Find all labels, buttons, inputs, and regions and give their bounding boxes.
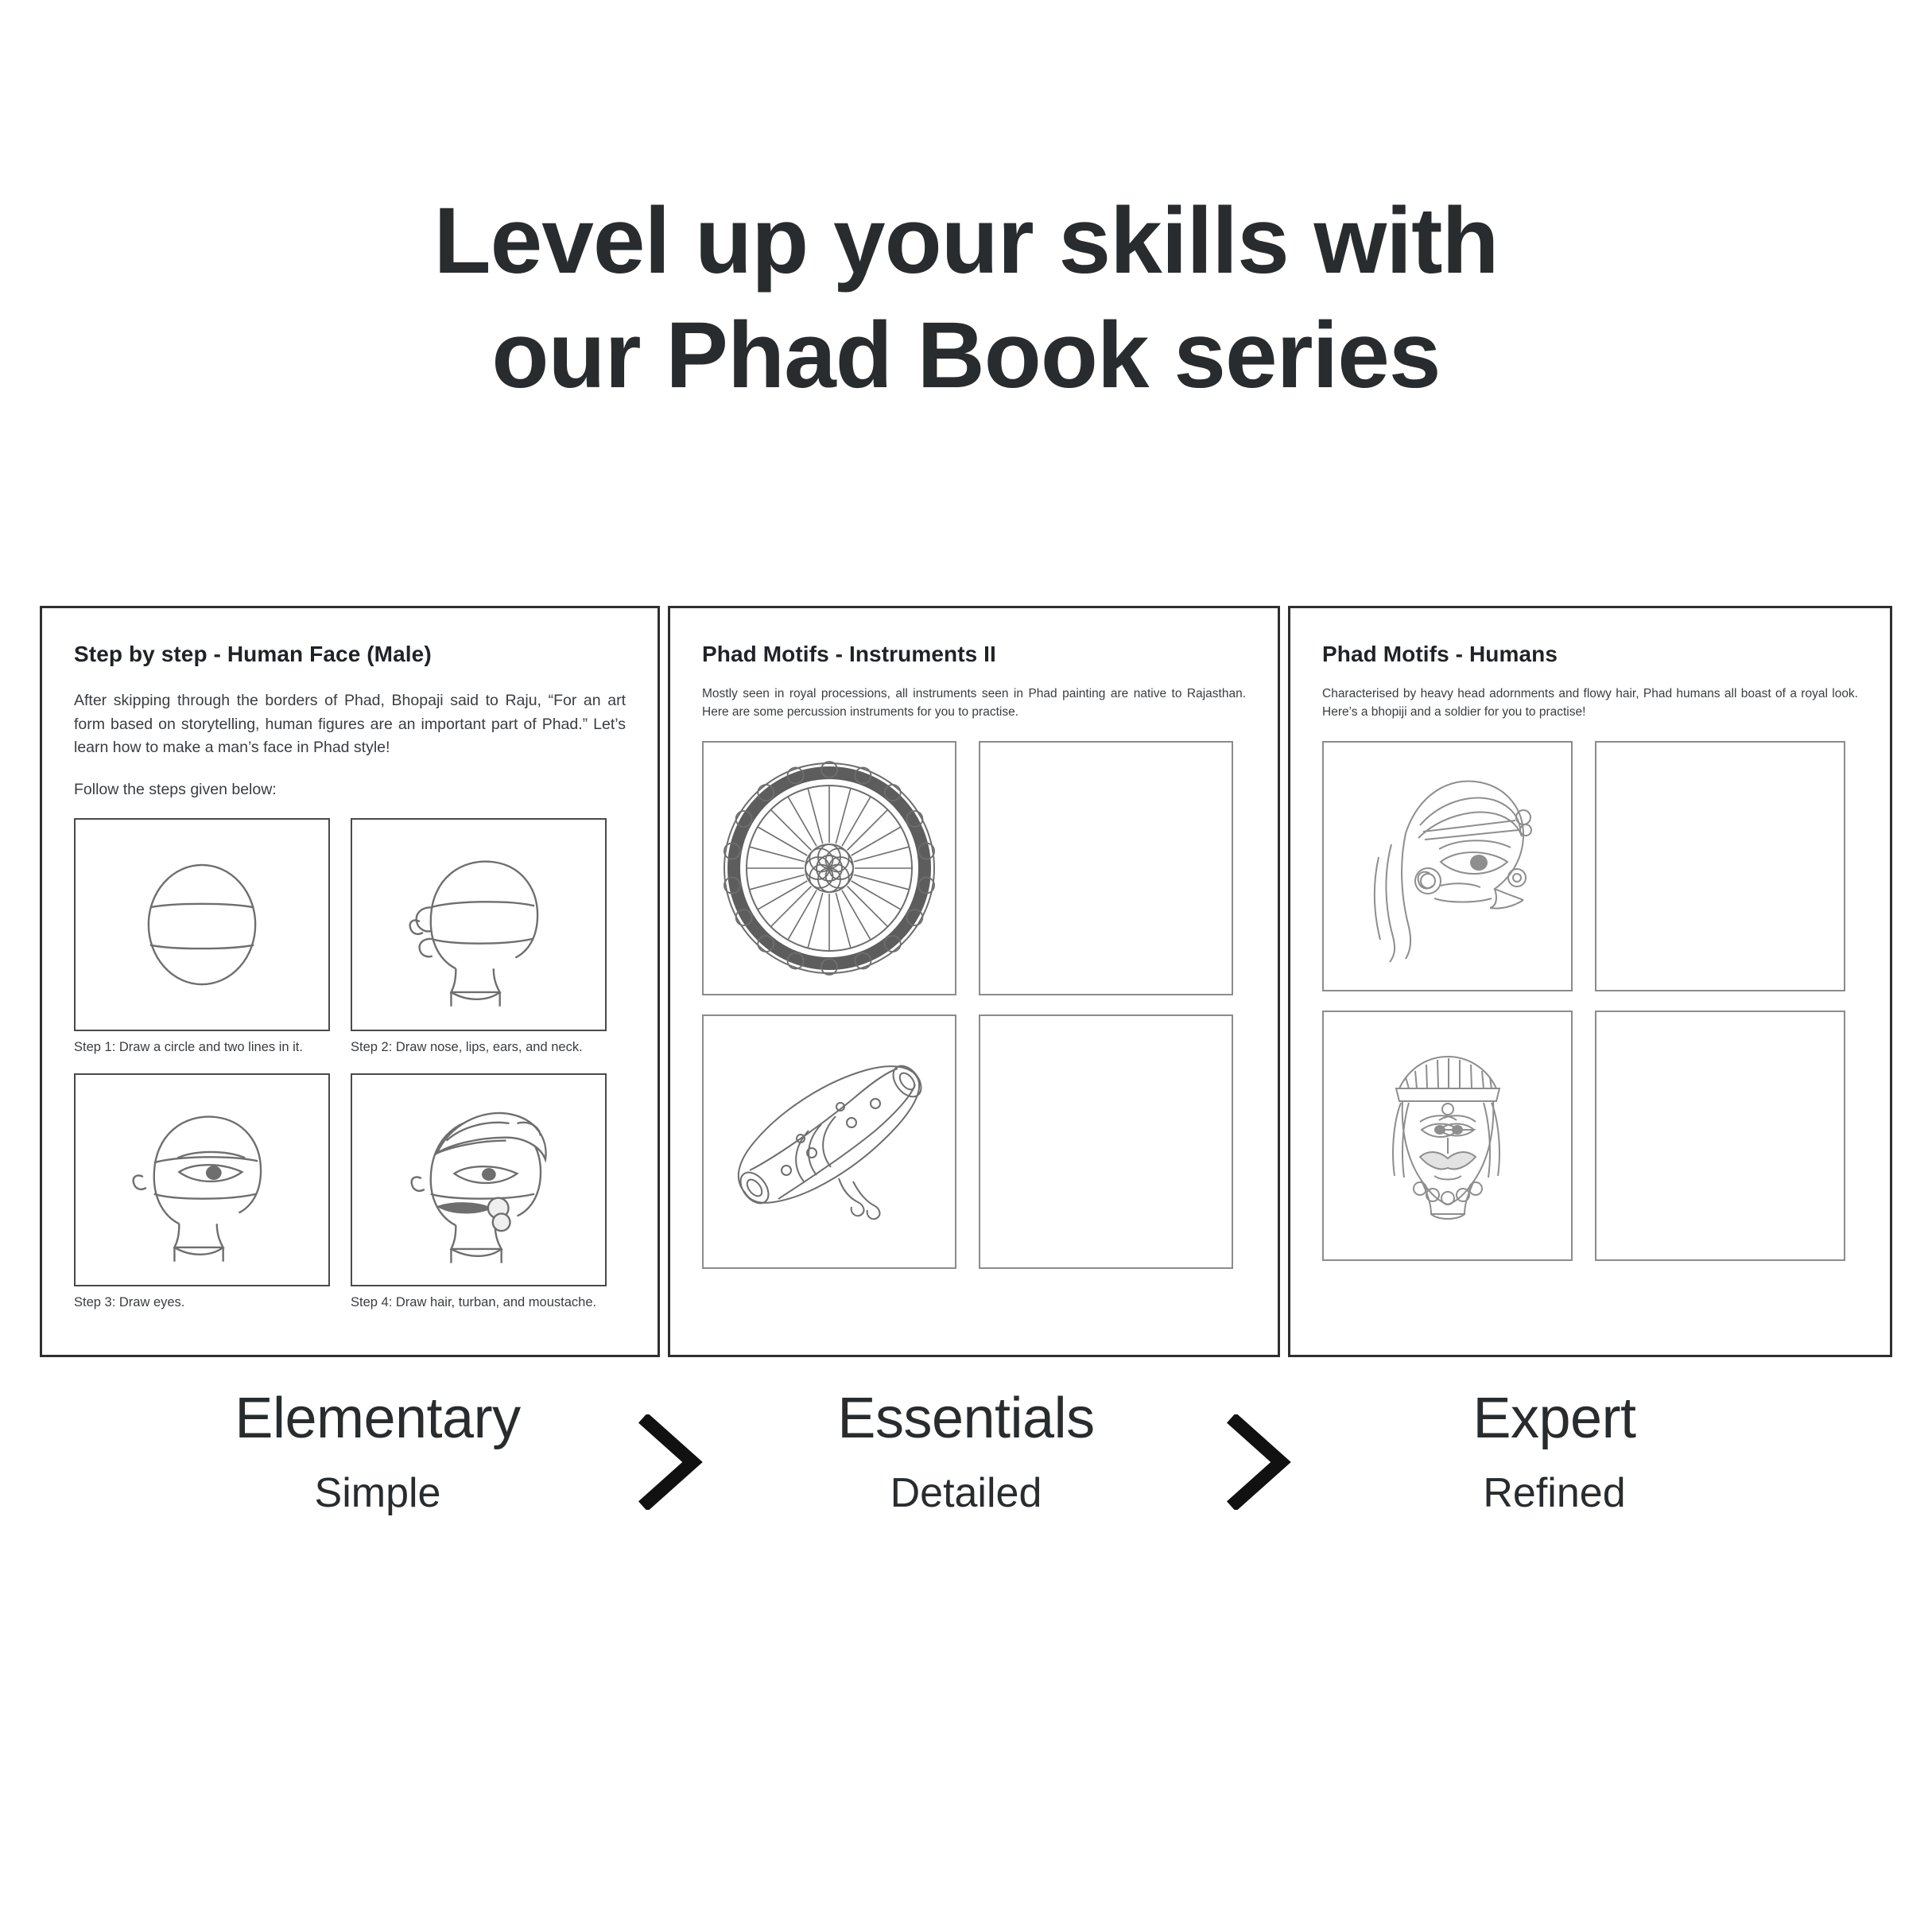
motif-grid xyxy=(1322,741,1858,1261)
level-progression xyxy=(0,1387,1932,1516)
step-illustration-box xyxy=(74,818,330,1031)
step-cell xyxy=(74,1073,330,1311)
card-body-text: Characterised by heavy head adornments and flowy hair, Phad humans all boast of a royal look. Here’s a bhopiji and a soldier for you to practise! xyxy=(1322,687,1858,720)
empty-practice-box[interactable] xyxy=(979,1014,1233,1269)
step-cell xyxy=(74,818,330,1056)
step-illustration-box xyxy=(351,818,607,1031)
step-cell xyxy=(351,1073,607,1311)
face-circle-lines-icon xyxy=(76,818,328,1031)
motif-illustration-box xyxy=(702,1014,956,1269)
card-title: Phad Motifs - Humans xyxy=(1322,642,1558,666)
level-name: Elementary xyxy=(235,1387,521,1450)
motif-grid xyxy=(702,741,1246,1269)
card-essentials[interactable] xyxy=(668,606,1280,1357)
level-subtitle: Simple xyxy=(314,1470,441,1517)
level-subtitle: Refined xyxy=(1483,1470,1626,1517)
page-title-line-1: Level up your skills with xyxy=(433,188,1499,293)
card-follow-text: Follow the steps given below: xyxy=(74,780,277,798)
step-caption: Step 4: Draw hair, turban, and moustache. xyxy=(351,1295,597,1310)
motif-illustration-box xyxy=(1322,1011,1573,1261)
step-caption: Step 2: Draw nose, lips, ears, and neck. xyxy=(351,1039,583,1054)
motif-illustration-box xyxy=(1322,741,1573,991)
card-body-text: After skipping through the borders of Phad, Bhopaji said to Raju, “For an art form based on storytelling, human figures are an important part of Phad.” Let’s learn how to make a man’s face in Phad style! xyxy=(74,692,626,757)
tambourine-motif-icon xyxy=(710,749,949,987)
face-nose-lips-icon xyxy=(352,818,605,1031)
empty-practice-box[interactable] xyxy=(979,741,1233,995)
book-series-cards xyxy=(40,606,1892,1357)
card-title: Phad Motifs - Instruments II xyxy=(702,642,996,666)
card-expert[interactable] xyxy=(1288,606,1892,1357)
step-cell xyxy=(351,818,607,1056)
card-elementary[interactable] xyxy=(40,606,660,1357)
step-caption: Step 3: Draw eyes. xyxy=(74,1295,185,1310)
card-title: Step by step - Human Face (Male) xyxy=(74,642,432,666)
motif-illustration-box xyxy=(702,741,956,995)
card-body-text: Mostly seen in royal processions, all instruments seen in Phad painting are native to Rajasthan. Here are some percussion instruments for you to practise. xyxy=(702,687,1246,720)
chevron-right-icon xyxy=(1212,1414,1308,1510)
level-elementary xyxy=(131,1387,624,1516)
page-title xyxy=(0,0,1932,413)
empty-practice-box[interactable] xyxy=(1595,741,1845,991)
step-illustration-box xyxy=(351,1073,607,1286)
level-name: Essentials xyxy=(837,1387,1095,1450)
chevron-right-icon xyxy=(624,1414,720,1510)
step-illustration-box xyxy=(74,1073,330,1286)
face-eyes-icon xyxy=(76,1073,328,1286)
page-title-line-2: our Phad Book series xyxy=(491,302,1441,408)
level-essentials xyxy=(720,1387,1212,1516)
step-grid xyxy=(74,818,626,1312)
dholak-motif-icon xyxy=(710,1022,949,1261)
bhopiji-motif-icon xyxy=(1333,751,1563,981)
level-name: Expert xyxy=(1472,1387,1636,1450)
step-caption: Step 1: Draw a circle and two lines in it. xyxy=(74,1039,303,1054)
soldier-motif-icon xyxy=(1333,1020,1563,1251)
level-expert xyxy=(1308,1387,1801,1516)
face-turban-icon xyxy=(352,1073,605,1286)
level-subtitle: Detailed xyxy=(890,1470,1042,1517)
empty-practice-box[interactable] xyxy=(1595,1011,1845,1261)
